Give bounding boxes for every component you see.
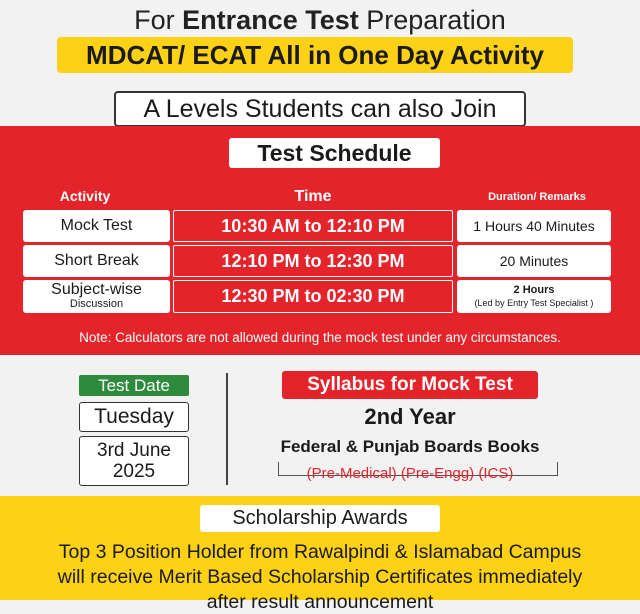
duration-sublabel: (Led by Entry Test Specialist ) — [474, 297, 594, 308]
duration-cell — [457, 210, 611, 242]
highlight-banner: MDCAT/ ECAT All in One Day Activity — [57, 37, 573, 73]
scholarship-line: will receive Merit Based Scholarship Certificates immediately — [57, 566, 583, 588]
time-cell: 10:30 AM to 12:10 PM — [173, 210, 453, 242]
schedule-title: Test Schedule — [229, 138, 440, 168]
column-header-time: Time — [294, 188, 332, 205]
duration-cell — [457, 245, 611, 277]
activity-cell — [23, 245, 170, 277]
activity-cell — [23, 280, 170, 313]
syllabus-year: 2nd Year — [364, 404, 456, 429]
activity-label: Subject-wise — [51, 280, 142, 298]
time-cell: 12:30 PM to 02:30 PM — [173, 280, 453, 313]
subtitle-suffix: Preparation — [358, 5, 506, 35]
test-date-box — [79, 436, 189, 486]
test-date-line2: 2025 — [112, 461, 156, 482]
test-day: Tuesday — [79, 402, 189, 432]
vertical-divider — [226, 373, 228, 485]
calculator-note: Note: Calculators are not allowed during the mock test under any circumstances. — [79, 330, 561, 345]
syllabus-streams: (Pre-Medical) (Pre-Engg) (ICS) — [306, 465, 514, 482]
time-cell: 12:10 PM to 12:30 PM — [173, 245, 453, 277]
duration-cell — [457, 280, 611, 313]
activity-label: Short Break — [54, 252, 139, 269]
test-date-label: Test Date — [79, 375, 189, 396]
activity-cell — [23, 210, 170, 242]
duration-label: 2 Hours — [513, 283, 555, 296]
duration-label: 1 Hours 40 Minutes — [473, 218, 595, 234]
activity-sublabel: Discussion — [69, 297, 124, 310]
syllabus-boards: Federal & Punjab Boards Books — [280, 437, 540, 456]
duration-label: 20 Minutes — [499, 253, 569, 269]
test-date-line1: 3rd June — [97, 440, 171, 461]
scholarship-line: Top 3 Position Holder from Rawalpindi & Islamabad Campus — [58, 541, 582, 563]
scholarship-title: Scholarship Awards — [200, 505, 440, 532]
subtitle-prefix: For — [134, 5, 183, 35]
syllabus-title: Syllabus for Mock Test — [282, 371, 538, 399]
activity-label: Mock Test — [60, 217, 133, 234]
column-header-duration: Duration/ Remarks — [488, 191, 586, 203]
column-header-activity: Activity — [59, 188, 111, 204]
scholarship-line: after result announcement — [206, 591, 434, 613]
join-note: A Levels Students can also Join — [114, 91, 526, 127]
subtitle-bold: Entrance Test — [182, 5, 359, 35]
subtitle — [0, 5, 640, 36]
